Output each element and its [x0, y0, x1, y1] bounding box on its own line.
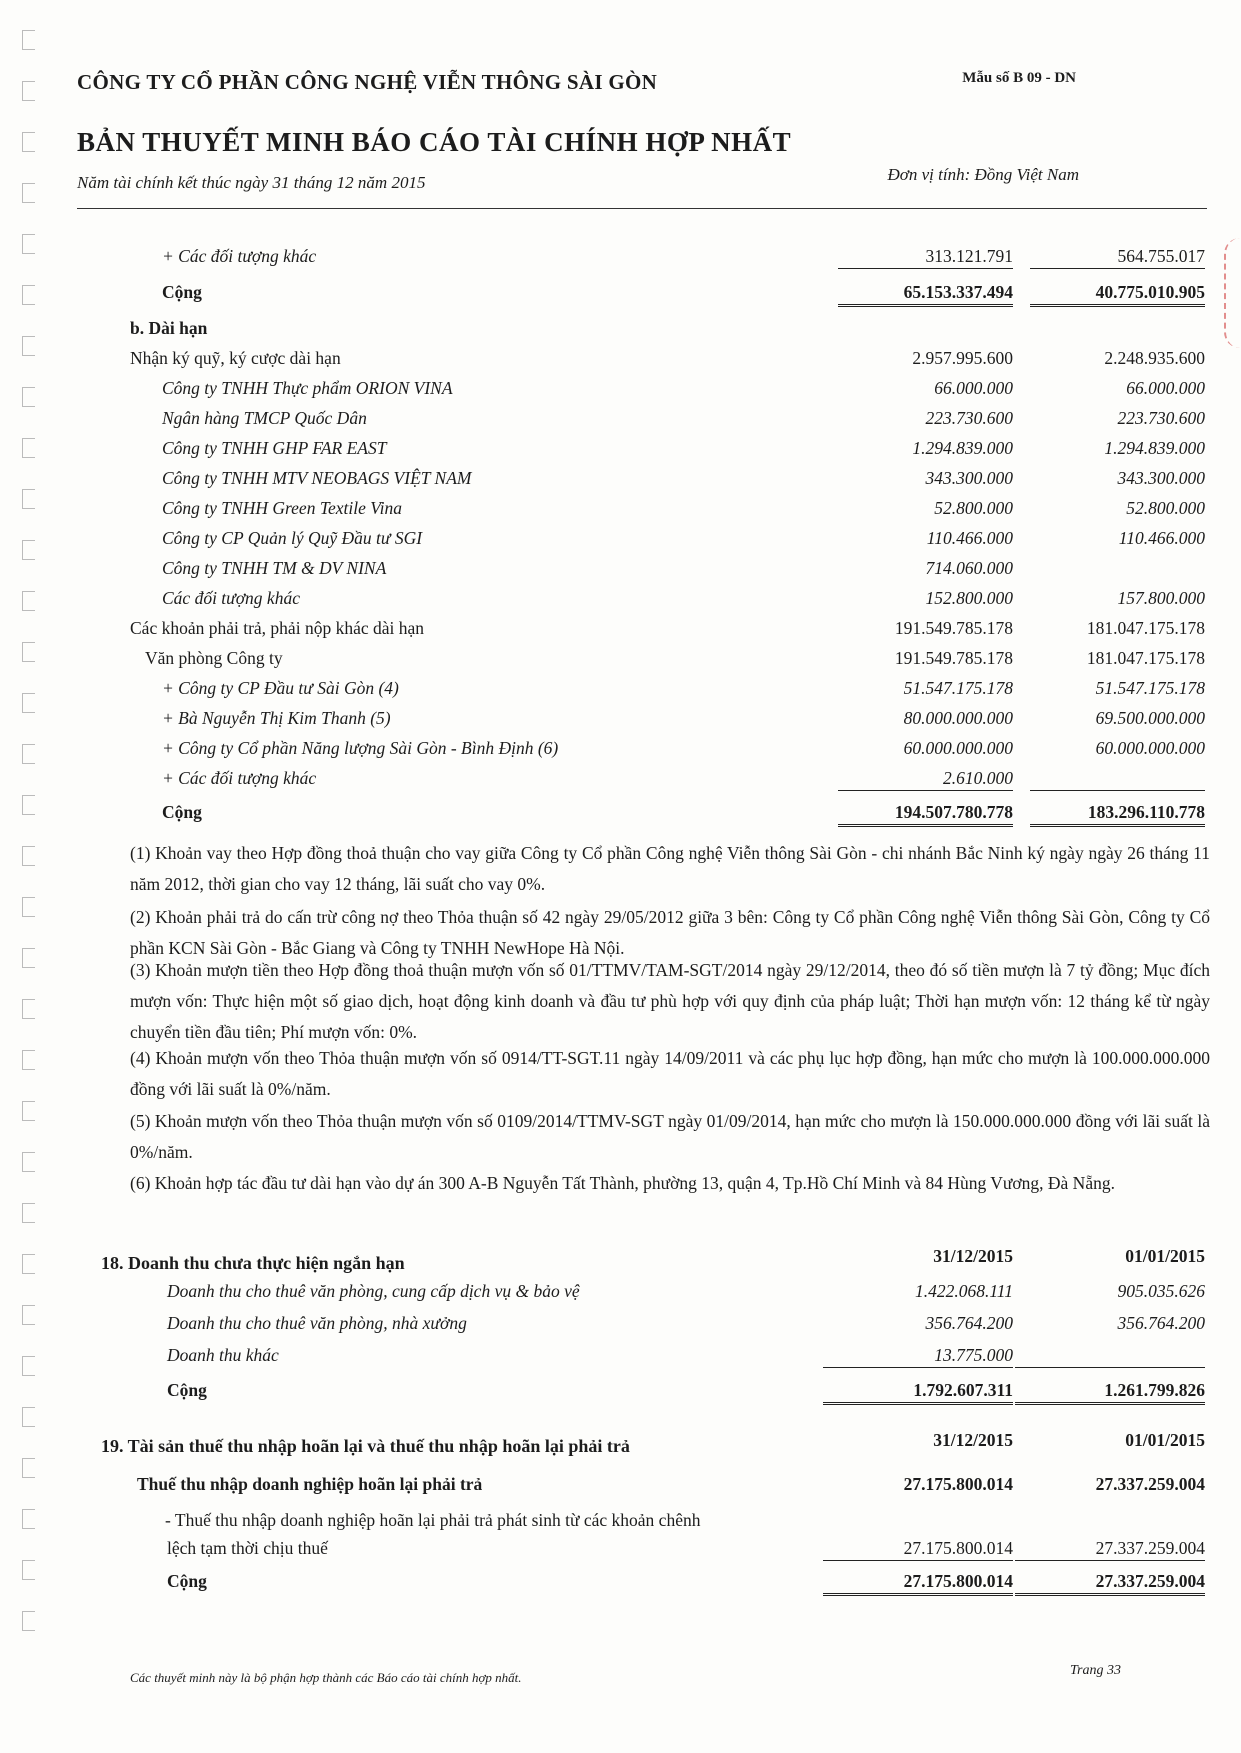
footnote-3: (3) Khoản mượn tiền theo Hợp đồng thoả thuận mượn vốn số 01/TTMV/TAM-SGT/2014 ngày 29/12/2014, theo đó số tiền mượn là 7 tỷ đồng; Mục đích mượn vốn: Thực hiện một số giao dịch, hoạt động kinh doanh và đầu tư phù hợp với quy định của pháp luật; Thời hạn mượn vốn: 12 tháng kể từ ngày chuyển tiền đầu tiên; Phí mượn vốn: 0%. — [130, 960, 1210, 1042]
table-row: Công ty CP Quản lý Quỹ Đầu tư SGI 110.466.000 110.466.000 — [162, 528, 1205, 548]
page-number: Trang 33 — [1070, 1663, 1121, 1678]
table-row: Các khoản phải trả, phải nộp khác dài hạn 191.549.785.178 181.047.175.178 — [130, 618, 1205, 638]
section-18-title: 18. Doanh thu chưa thực hiện ngắn hạn — [101, 1253, 405, 1273]
table-row: + Công ty Cổ phần Năng lượng Sài Gòn - Bình Định (6) 60.000.000.000 60.000.000.000 — [162, 738, 1205, 758]
table-row: lệch tạm thời chịu thuế 27.175.800.014 27.337.259.004 — [0, 1538, 1241, 1566]
table-row: Công ty TNHH Green Textile Vina 52.800.000 52.800.000 — [162, 498, 1205, 518]
table-row: + Các đối tượng khác 2.610.000 — [0, 768, 1241, 796]
table-row: Nhận ký quỹ, ký cược dài hạn 2.957.995.600 2.248.935.600 — [130, 348, 1205, 368]
table-row: Doanh thu cho thuê văn phòng, nhà xưởng 356.764.200 356.764.200 — [167, 1313, 1205, 1333]
total-row: Cộng 27.175.800.014 27.337.259.004 — [0, 1571, 1241, 1599]
table-row: Công ty TNHH MTV NEOBAGS VIỆT NAM 343.300.000 343.300.000 — [162, 468, 1205, 488]
section-19-title: 19. Tài sản thuế thu nhập hoãn lại và thuế thu nhập hoãn lại phải trả — [101, 1436, 630, 1456]
column-headers: 31/12/2015 01/01/2015 — [933, 1246, 1205, 1266]
table-row: Ngân hàng TMCP Quốc Dân 223.730.600 223.730.600 — [162, 408, 1205, 428]
table-row: Công ty TNHH TM & DV NINA 714.060.000 — [162, 558, 1013, 578]
footnote-6: (6) Khoản hợp tác đầu tư dài hạn vào dự án 300 A-B Nguyễn Tất Thành, phường 13, quận 4, Tp.Hồ Chí Minh và 84 Hùng Vương, Đà Nẵng. — [130, 1173, 1115, 1193]
form-number: Mẫu số B 09 - DN — [962, 70, 1076, 86]
table-row: Doanh thu khác 13.775.000 — [0, 1345, 1241, 1373]
table-row: + Công ty CP Đầu tư Sài Gòn (4) 51.547.175.178 51.547.175.178 — [162, 678, 1205, 698]
table-row: Công ty TNHH GHP FAR EAST 1.294.839.000 1.294.839.000 — [162, 438, 1205, 458]
footnote-1: (1) Khoản vay theo Hợp đồng thoả thuận cho vay giữa Công ty Cổ phần Công nghệ Viễn thông Sài Gòn - chi nhánh Bắc Ninh ký ngày ngày 26 tháng 11 năm 2012, thời gian cho vay 12 tháng, lãi suất cho vay 0%. — [130, 843, 1210, 894]
table-row: Văn phòng Công ty 191.549.785.178 181.047.175.178 — [145, 648, 1205, 668]
binder-holes — [22, 30, 40, 1662]
total-row: Cộng 1.792.607.311 1.261.799.826 — [0, 1380, 1241, 1408]
table-row: - Thuế thu nhập doanh nghiệp hoãn lại phải trả phát sinh từ các khoản chênh — [165, 1510, 701, 1530]
total-row: Cộng 194.507.780.778 183.296.110.778 — [0, 802, 1241, 830]
footnote-4: (4) Khoản mượn vốn theo Thỏa thuận mượn vốn số 0914/TT-SGT.11 ngày 14/09/2011 và các phụ lục hợp đồng, hạn mức cho mượn là 100.000.000.000 đồng với lãi suất là 0%/năm. — [130, 1048, 1210, 1099]
footer-note: Các thuyết minh này là bộ phận hợp thành các Báo cáo tài chính hợp nhất. — [130, 1670, 522, 1685]
section-heading: b. Dài hạn — [130, 318, 208, 338]
table-row: Thuế thu nhập doanh nghiệp hoãn lại phải trả 27.175.800.014 27.337.259.004 — [137, 1474, 1205, 1494]
column-headers: 31/12/2015 01/01/2015 — [933, 1430, 1205, 1450]
page-subtitle: Năm tài chính kết thúc ngày 31 tháng 12 năm 2015 — [77, 173, 426, 192]
page-title: BẢN THUYẾT MINH BÁO CÁO TÀI CHÍNH HỢP NHẤT — [77, 127, 792, 157]
table-row: Doanh thu cho thuê văn phòng, cung cấp dịch vụ & bảo vệ 1.422.068.111 905.035.626 — [167, 1281, 1205, 1301]
company-name: CÔNG TY CỔ PHẦN CÔNG NGHỆ VIỄN THÔNG SÀI GÒN — [77, 70, 658, 94]
footnote-2: (2) Khoản phải trả do cấn trừ công nợ theo Thỏa thuận số 42 ngày 29/05/2012 giữa 3 bên: Công ty Cổ phần Công nghệ Viễn thông Sài Gòn, Công ty Cổ phần KCN Sài Gòn - Bắc Giang và Công ty TNHH NewHope Hà Nội. — [130, 907, 1210, 958]
table-row: Các đối tượng khác 152.800.000 157.800.000 — [162, 588, 1205, 608]
table-row: + Bà Nguyễn Thị Kim Thanh (5) 80.000.000.000 69.500.000.000 — [162, 708, 1205, 728]
table-row: + Các đối tượng khác 313.121.791 564.755.017 — [0, 246, 1241, 274]
currency-unit: Đơn vị tính: Đồng Việt Nam — [887, 165, 1079, 184]
header-rule — [77, 208, 1207, 209]
total-row: Cộng 65.153.337.494 40.775.010.905 — [0, 282, 1241, 310]
table-row: Công ty TNHH Thực phẩm ORION VINA 66.000.000 66.000.000 — [162, 378, 1205, 398]
footnote-5: (5) Khoản mượn vốn theo Thỏa thuận mượn vốn số 0109/2014/TTMV-SGT ngày 01/09/2014, hạn mức cho mượn là 150.000.000.000 đồng với lãi suất là 0%/năm. — [130, 1111, 1210, 1162]
